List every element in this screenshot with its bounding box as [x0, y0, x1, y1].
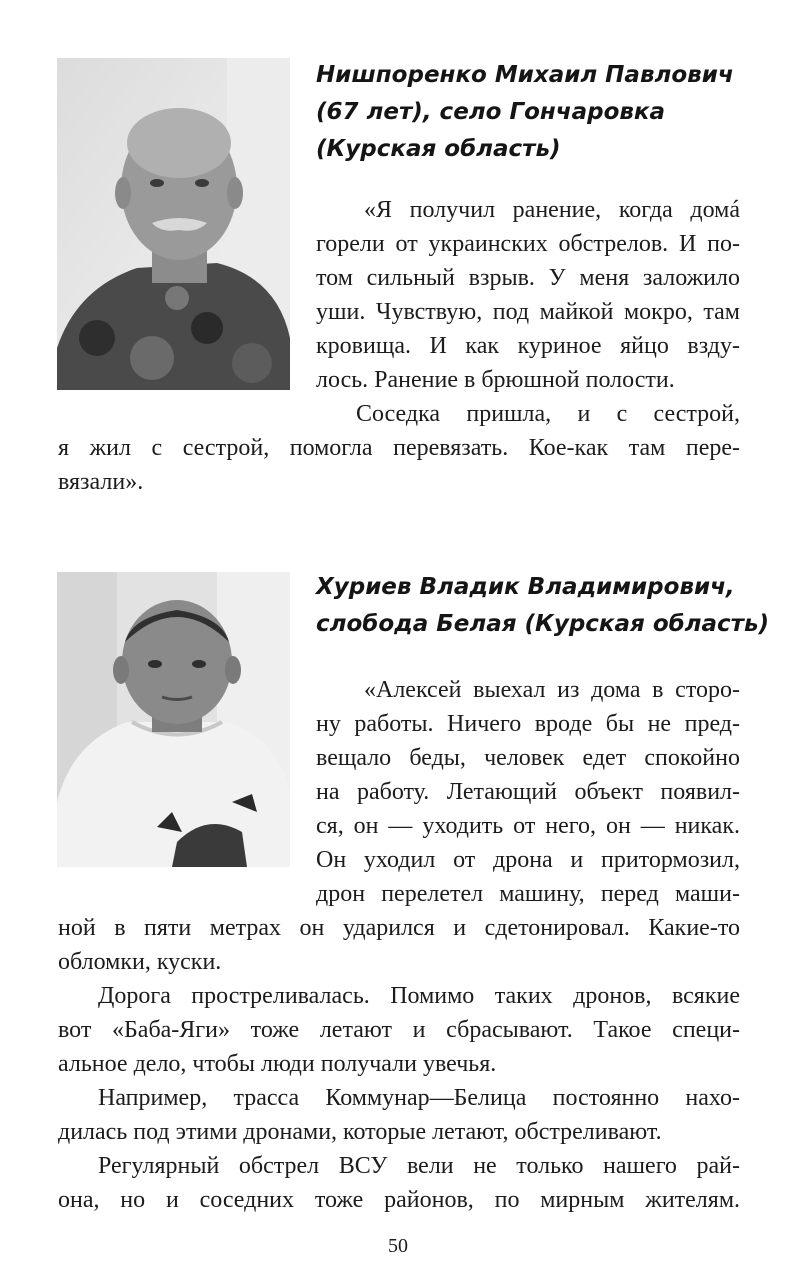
- name-line: Нишпоренко Михаил Павлович: [316, 62, 734, 88]
- text-line: горели от украинских обстрелов. И по-: [316, 231, 740, 257]
- page-number: 50: [388, 1235, 408, 1257]
- text-line: Регулярный обстрел ВСУ вели не только нашего рай-: [98, 1153, 740, 1179]
- text-line: ся, он — уходить от него, он — никак.: [316, 813, 740, 839]
- portrait-photo-nishporenko: [57, 58, 290, 390]
- person-name-heading-2: [316, 569, 770, 643]
- text-line: ну работы. Ничего вроде бы не пред-: [316, 711, 740, 737]
- text-line: дилась под этими дронами, которые летают, обстреливают.: [58, 1119, 662, 1145]
- text-line: Соседка пришла, и с сестрой,: [356, 401, 740, 427]
- text-line: вот «Баба-Яги» тоже летают и сбрасывают. Такое специ-: [58, 1017, 740, 1043]
- text-line: уши. Чувствую, под майкой мокро, там: [316, 299, 740, 325]
- name-line: слобода Белая (Курская область): [316, 611, 770, 637]
- text-line: вещало беды, человек едет спокойно: [316, 745, 740, 771]
- person-name-heading-1: [316, 57, 756, 168]
- text-line: Он уходил от дрона и притормозил,: [316, 847, 740, 873]
- text-line: кровища. И как куриное яйцо взду-: [316, 333, 740, 359]
- text-line: «Я получил ранение, когда домá: [364, 197, 740, 223]
- text-line: я жил с сестрой, помогла перевязать. Кое-как там пере-: [58, 435, 740, 461]
- text-line: она, но и соседних тоже районов, по мирным жителям.: [58, 1187, 740, 1213]
- text-line: обломки, куски.: [58, 949, 222, 975]
- name-line: (Курская область): [316, 136, 561, 162]
- text-line: ной в пяти метрах он ударился и сдетонировал. Какие-то: [58, 915, 740, 941]
- text-line: том сильный взрыв. У меня заложило: [316, 265, 740, 291]
- text-line: на работу. Летающий объект появил-: [316, 779, 740, 805]
- text-line: Например, трасса Коммунар—Белица постоянно нахо-: [98, 1085, 740, 1111]
- text-line: «Алексей выехал из дома в сторо-: [364, 677, 740, 703]
- name-line: Хуриев Владик Владимирович,: [316, 574, 735, 600]
- text-line: Дорога простреливалась. Помимо таких дронов, всякие: [98, 983, 740, 1009]
- name-line: (67 лет), село Гончаровка: [316, 99, 666, 125]
- text-line: дрон перелетел машину, перед маши-: [316, 881, 740, 907]
- text-line: лось. Ранение в брюшной полости.: [316, 367, 675, 393]
- text-line: вязали».: [58, 469, 144, 495]
- portrait-photo-khuriev: [57, 572, 290, 867]
- text-line: альное дело, чтобы люди получали увечья.: [58, 1051, 497, 1077]
